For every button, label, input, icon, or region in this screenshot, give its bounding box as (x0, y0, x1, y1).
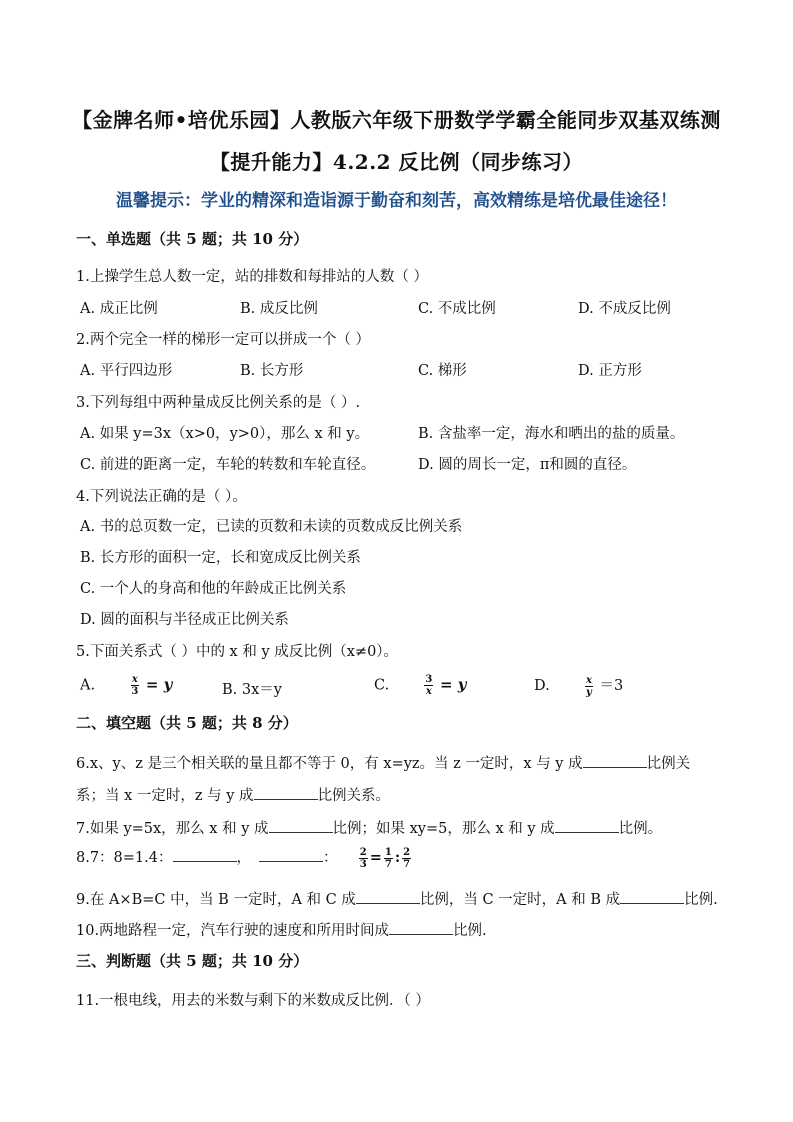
q3-option-d[interactable]: D. 圆的周长一定，π和圆的直径。 (418, 457, 637, 473)
q5-d-rest: ＝3 (599, 678, 624, 694)
q8-text-c: ： (323, 850, 338, 866)
question-1-stem: 1.上操学生总人数一定，站的排数和每排站的人数（ ） (76, 269, 428, 285)
section-heading-single-choice: 一、单选题（共 5 题；共 10 分） (76, 230, 309, 248)
q5-a-denominator: 3 (131, 686, 139, 697)
q8-fraction-1 (359, 847, 368, 870)
q8-f1-den: 3 (359, 858, 367, 870)
q5-d-denominator: y (586, 686, 592, 698)
q4-option-b[interactable]: B. 长方形的面积一定，长和宽成反比例关系 (80, 550, 361, 566)
q5-option-c[interactable] (374, 674, 467, 697)
q3-option-a[interactable]: A. 如果 y=3x（x>0，y>0），那么 x 和 y。 (80, 426, 370, 442)
question-5-stem: 5.下面关系式（ ）中的 x 和 y 成反比例（x≠0）。 (76, 644, 399, 660)
q7-blank-2[interactable] (555, 818, 619, 833)
q1-option-a[interactable]: A. 成正比例 (80, 301, 158, 317)
q9-text-c: 比例. (684, 892, 718, 908)
q6-text-b: 比例关 (646, 756, 691, 772)
q2-option-a[interactable]: A. 平行四边形 (80, 363, 173, 379)
q1-option-d[interactable]: D. 不成反比例 (578, 301, 671, 317)
q8-fraction-2 (384, 847, 393, 870)
q8-f2-den: 7 (384, 858, 392, 870)
q8-f1-num: 2 (359, 846, 367, 858)
q6-text-a: 6.x、y、z 是三个相关联的量且都不等于 0，有 x=yz。当 z 一定时，x 与 y 成 (76, 756, 583, 772)
q8-f3-den: 7 (403, 858, 411, 870)
question-9 (76, 888, 718, 909)
q3-option-c[interactable]: C. 前进的距离一定，车轮的转数和车轮直径。 (80, 457, 376, 473)
q6-text-c: 系；当 x 一定时，z 与 y 成 (76, 788, 254, 804)
q8-equals: = (369, 849, 382, 866)
q5-option-d-fraction (585, 675, 593, 698)
q10-text-a: 10.两地路程一定，汽车行驶的速度和所用时间成 (76, 923, 390, 939)
q7-text-c: 比例。 (618, 821, 663, 837)
q5-c-rest: = y (439, 675, 467, 694)
q3-option-b[interactable]: B. 含盐率一定，海水和晒出的盐的质量。 (418, 426, 685, 442)
q5-option-a-fraction (130, 674, 139, 697)
q5-option-d-label: D. (534, 678, 550, 694)
q5-option-d[interactable] (534, 674, 623, 698)
q8-f3-num: 2 (403, 846, 411, 858)
q2-option-b[interactable]: B. 长方形 (240, 363, 304, 379)
q10-blank[interactable] (389, 920, 453, 935)
q8-colon: : (394, 849, 401, 866)
question-10 (76, 919, 487, 940)
q9-text-b: 比例，当 C 一定时，A 和 B 成 (419, 892, 621, 908)
q8-blank-2[interactable] (259, 847, 323, 862)
q5-c-denominator: x (425, 686, 432, 697)
q8-blank-1[interactable] (173, 847, 237, 862)
q5-a-numerator: x (131, 674, 138, 685)
q9-blank-2[interactable] (620, 889, 684, 904)
q8-text-a: 8.7：8=1.4： (76, 850, 173, 866)
q4-option-a[interactable]: A. 书的总页数一定，已读的页数和未读的页数成反比例关系 (80, 519, 463, 535)
q10-text-b: 比例. (453, 923, 487, 939)
q8-fraction-3 (402, 847, 411, 870)
q9-text-a: 9.在 A×B=C 中，当 B 一定时，A 和 C 成 (76, 892, 356, 908)
question-7 (76, 817, 662, 838)
question-4-stem: 4.下列说法正确的是（ ）。 (76, 489, 247, 505)
q9-blank-1[interactable] (356, 889, 420, 904)
q5-a-rest: = y (145, 675, 173, 694)
q6-text-d: 比例关系。 (317, 788, 391, 804)
q5-d-numerator: x (585, 674, 592, 686)
q2-option-c[interactable]: C. 梯形 (418, 363, 467, 379)
q7-blank-1[interactable] (269, 818, 333, 833)
question-11-stem: 11.一根电线，用去的米数与剩下的米数成反比例．（ ） (76, 993, 430, 1009)
q8-text-b: ， (236, 850, 251, 866)
q6-blank-1[interactable] (583, 753, 647, 768)
q4-option-d[interactable]: D. 圆的面积与半径成正比例关系 (80, 612, 289, 628)
question-6-line-2 (76, 784, 390, 805)
q4-option-c[interactable]: C. 一个人的身高和他的年龄成正比例关系 (80, 581, 347, 597)
section-heading-true-false: 三、判断题（共 5 题；共 10 分） (76, 952, 309, 970)
section-heading-fill-blank: 二、填空题（共 5 题；共 8 分） (76, 714, 298, 732)
question-6-line-1 (76, 752, 690, 773)
q1-option-c[interactable]: C. 不成比例 (418, 301, 496, 317)
question-3-stem: 3.下列每组中两种量成反比例关系的是（ ）. (76, 395, 361, 411)
q5-option-a-label: A. (80, 677, 96, 694)
question-8 (76, 846, 413, 870)
q8-f2-num: 1 (384, 846, 392, 858)
q5-c-numerator: 3 (425, 674, 433, 685)
q5-option-c-fraction (424, 674, 433, 697)
q7-text-a: 7.如果 y=5x，那么 x 和 y 成 (76, 821, 269, 837)
q5-option-c-label: C. (374, 677, 390, 694)
q6-blank-2[interactable] (254, 785, 318, 800)
tip-text: 温馨提示：学业的精深和造诣源于勤奋和刻苦，高效精练是培优最佳途径！ (116, 191, 677, 211)
q1-option-b[interactable]: B. 成反比例 (240, 301, 318, 317)
q7-text-b: 比例；如果 xy=5，那么 x 和 y 成 (332, 821, 555, 837)
title-line-1: 【金牌名师•培优乐园】人教版六年级下册数学学霸全能同步双基双练测 (72, 108, 721, 132)
title-line-2: 【提升能力】4.2.2 反比例（同步练习） (209, 150, 584, 174)
question-2-stem: 2.两个完全一样的梯形一定可以拼成一个（ ） (76, 332, 370, 348)
q5-option-b[interactable]: B. 3x＝y (222, 682, 282, 698)
q2-option-d[interactable]: D. 正方形 (578, 363, 642, 379)
q5-option-a[interactable] (80, 674, 172, 697)
